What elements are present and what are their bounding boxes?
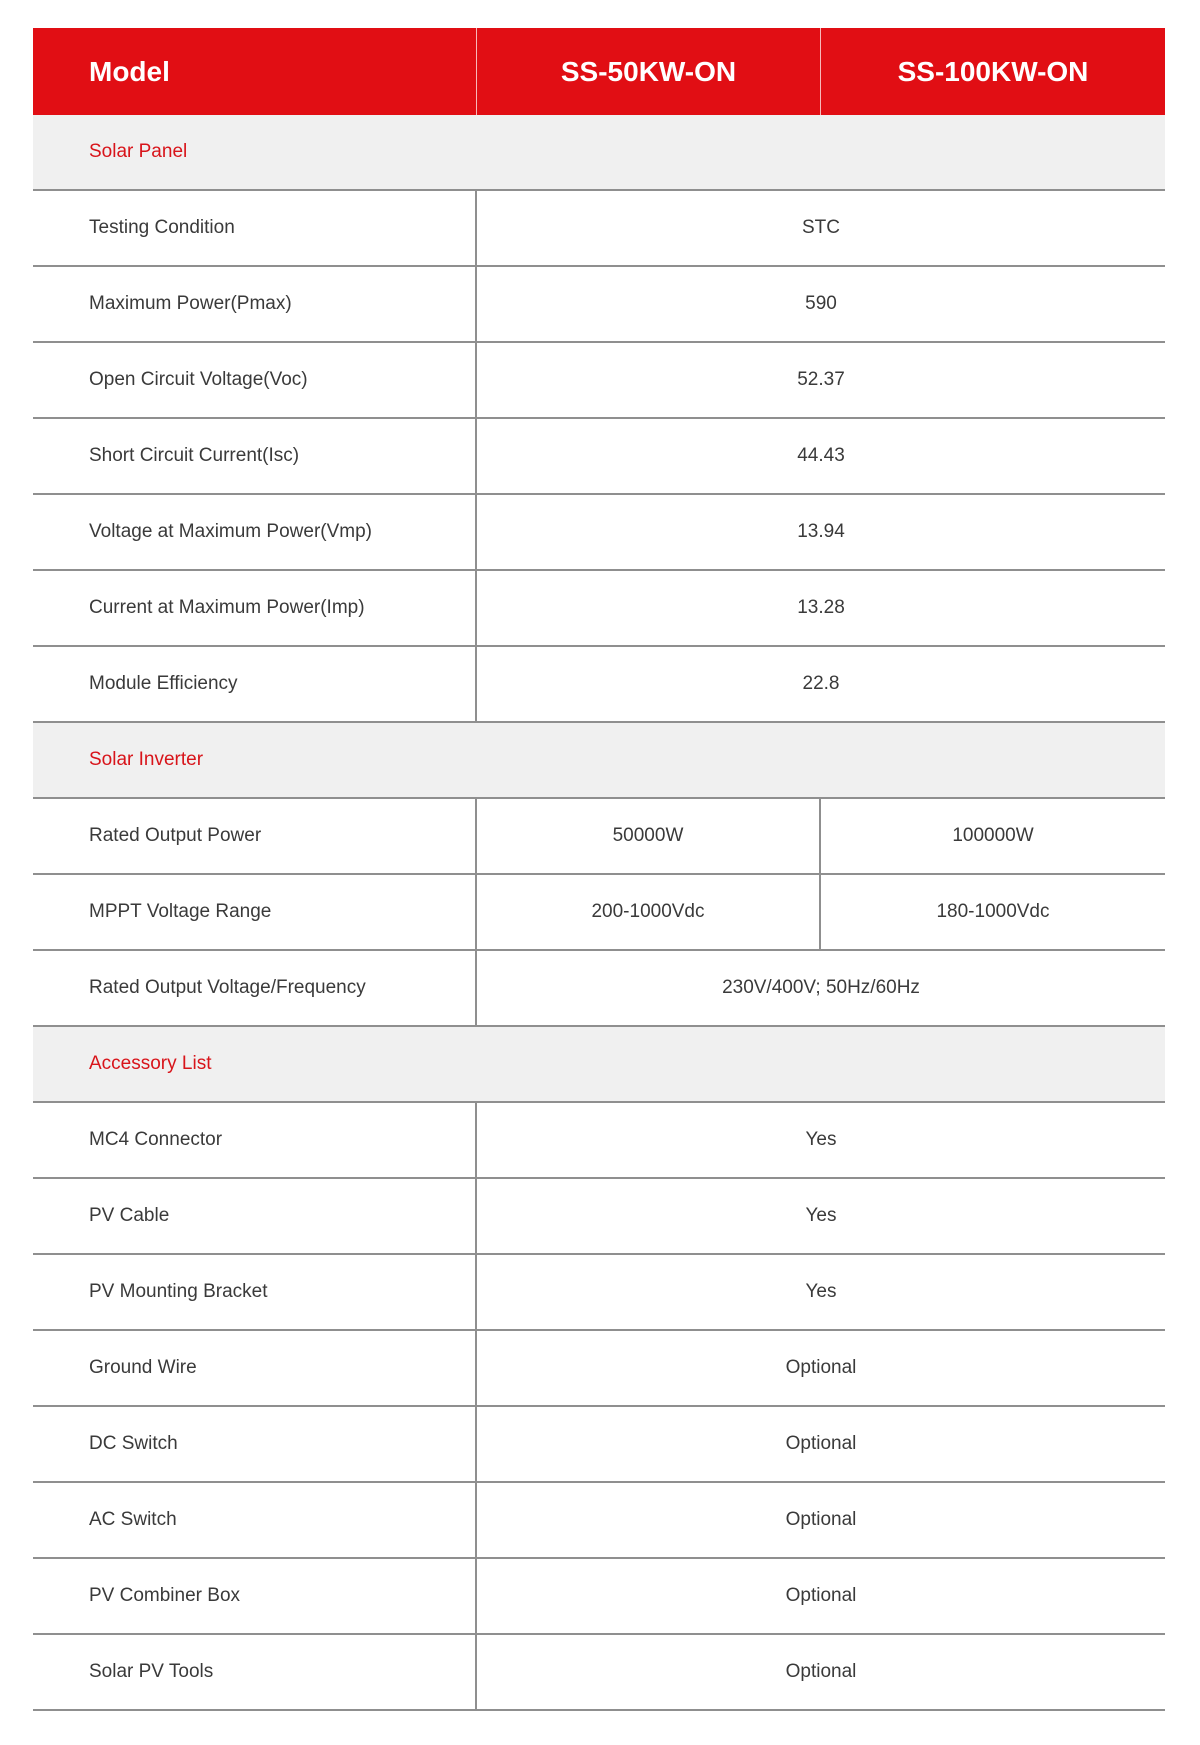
table-row bbox=[33, 1483, 1165, 1559]
row-value: 13.94 bbox=[797, 521, 845, 542]
row-value: Optional bbox=[785, 1585, 857, 1606]
row-label: PV Mounting Bracket bbox=[33, 1255, 477, 1329]
row-label: Short Circuit Current(Isc) bbox=[33, 419, 477, 493]
section-title: Accessory List bbox=[89, 1053, 212, 1074]
row-label: Open Circuit Voltage(Voc) bbox=[33, 343, 477, 417]
row-label: Current at Maximum Power(Imp) bbox=[33, 571, 477, 645]
table-row bbox=[33, 267, 1165, 343]
table-row bbox=[33, 1103, 1165, 1179]
row-value: 230V/400V; 50Hz/60Hz bbox=[722, 977, 920, 998]
header-model-b: SS-100KW-ON bbox=[897, 55, 1089, 87]
row-value: Yes bbox=[805, 1281, 837, 1302]
table-row bbox=[33, 1331, 1165, 1407]
header-model-label: Model bbox=[33, 28, 477, 115]
row-label: Maximum Power(Pmax) bbox=[33, 267, 477, 341]
table-row bbox=[33, 571, 1165, 647]
row-value: Optional bbox=[785, 1661, 857, 1682]
table-row bbox=[33, 1255, 1165, 1331]
row-value: Optional bbox=[785, 1509, 857, 1530]
row-label: Voltage at Maximum Power(Vmp) bbox=[33, 495, 477, 569]
row-label: Rated Output Voltage/Frequency bbox=[33, 951, 477, 1025]
section-title: Solar Inverter bbox=[89, 749, 204, 770]
row-label: PV Cable bbox=[33, 1179, 477, 1253]
row-label: MC4 Connector bbox=[33, 1103, 477, 1177]
section-solar-inverter bbox=[33, 723, 1165, 799]
table-row bbox=[33, 875, 1165, 951]
row-label: Rated Output Power bbox=[33, 799, 477, 873]
row-label: PV Combiner Box bbox=[33, 1559, 477, 1633]
row-value-a: 200-1000Vdc bbox=[477, 875, 821, 949]
table-row bbox=[33, 191, 1165, 267]
row-value: 44.43 bbox=[797, 445, 845, 466]
table-row bbox=[33, 1407, 1165, 1483]
row-label: AC Switch bbox=[33, 1483, 477, 1557]
table-row bbox=[33, 799, 1165, 875]
table-row bbox=[33, 1559, 1165, 1635]
row-value-a: 50000W bbox=[477, 799, 821, 873]
header-model-a: SS-50KW-ON bbox=[477, 28, 821, 115]
row-label: Solar PV Tools bbox=[33, 1635, 477, 1709]
row-value: 590 bbox=[805, 293, 837, 314]
table-row bbox=[33, 951, 1165, 1027]
row-value: Optional bbox=[785, 1357, 857, 1378]
row-value-b: 100000W bbox=[952, 825, 1034, 846]
row-label: Module Efficiency bbox=[33, 647, 477, 721]
table-row bbox=[33, 495, 1165, 571]
table-row bbox=[33, 419, 1165, 495]
row-label: Ground Wire bbox=[33, 1331, 477, 1405]
row-value: Optional bbox=[785, 1433, 857, 1454]
table-row bbox=[33, 1635, 1165, 1711]
row-value: 13.28 bbox=[797, 597, 845, 618]
row-value: 22.8 bbox=[802, 673, 840, 694]
row-value-b: 180-1000Vdc bbox=[936, 901, 1050, 922]
section-solar-panel bbox=[33, 115, 1165, 191]
row-value: Yes bbox=[805, 1129, 837, 1150]
section-accessory-list bbox=[33, 1027, 1165, 1103]
spec-table bbox=[33, 28, 1165, 1711]
row-value: 52.37 bbox=[797, 369, 845, 390]
row-label: MPPT Voltage Range bbox=[33, 875, 477, 949]
row-label: DC Switch bbox=[33, 1407, 477, 1481]
row-value: STC bbox=[802, 217, 840, 238]
table-row bbox=[33, 1179, 1165, 1255]
table-row bbox=[33, 343, 1165, 419]
row-value: Yes bbox=[805, 1205, 837, 1226]
row-label: Testing Condition bbox=[33, 191, 477, 265]
header-row bbox=[33, 28, 1165, 115]
section-title: Solar Panel bbox=[89, 141, 188, 162]
table-row bbox=[33, 647, 1165, 723]
